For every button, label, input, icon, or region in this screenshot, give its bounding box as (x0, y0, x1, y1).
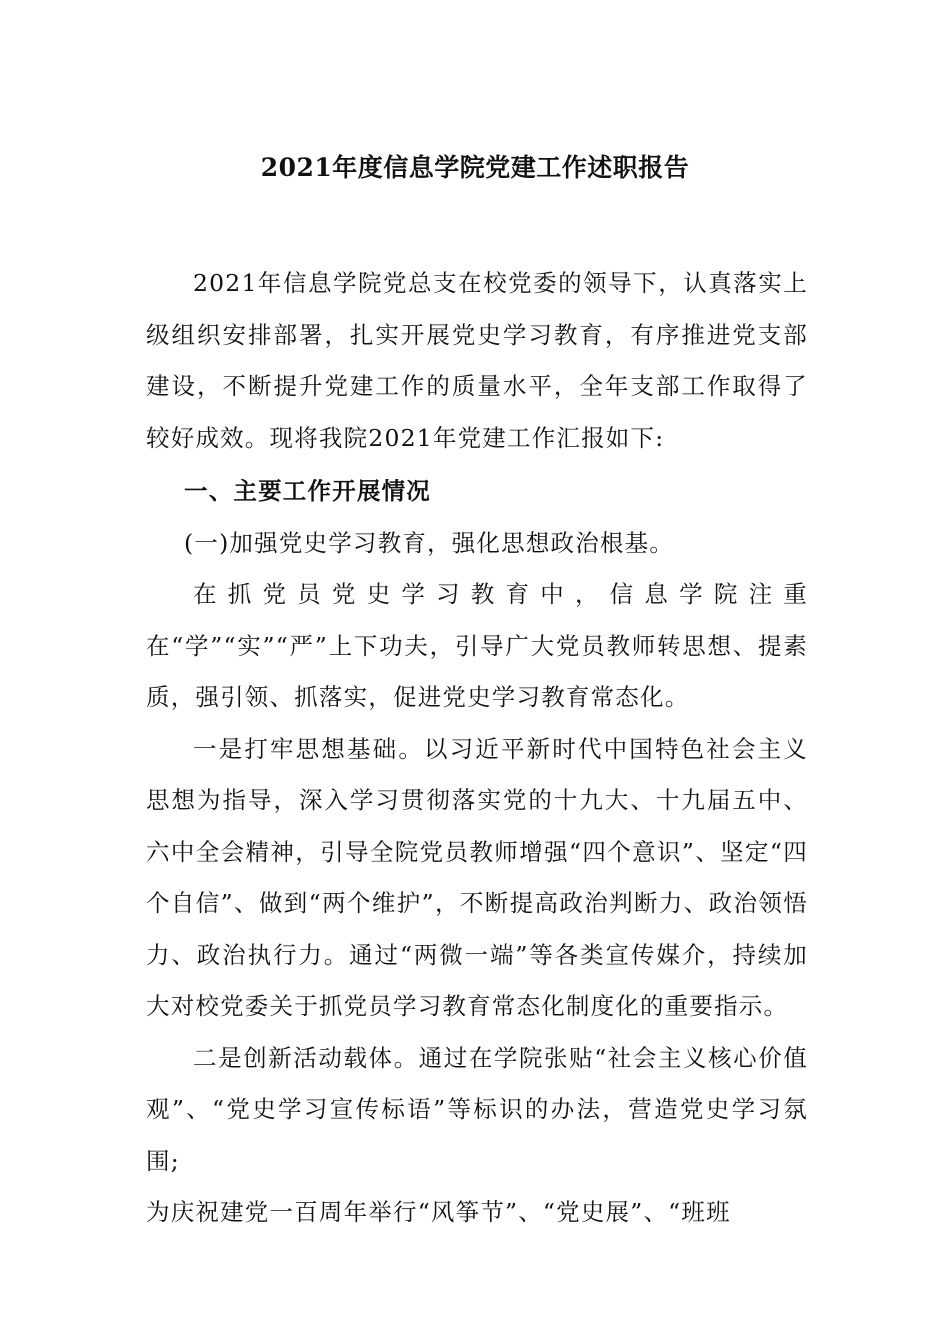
paragraph-activity-carriers: 二是创新活动载体。通过在学院张贴“社会主义核心价值观”、“党史学习宣传标语”等标识的办法，营造党史学习氛围; (146, 1043, 808, 1175)
paragraph-ideological-foundation: 一是打牢思想基础。以习近平新时代中国特色社会主义思想为指导，深入学习贯彻落实党的十九大、十九届五中、六中全会精神，引导全院党员教师增强“四个意识”、坚定“四个自信”、做到“两个维护”，不断提高政治判断力、政治领悟力、政治执行力。通过“两微一端”等各类宣传媒介，持续加大对校党委关于抓党员学习教育常态化制度化的重要指示。 (146, 734, 808, 1020)
paragraph-party-history-study: 在抓党员党史学习教育中，信息学院注重在“学”“实”“严”上下功夫，引导广大党员教师转思想、提素质，强引领、抓落实，促进党史学习教育常态化。 (146, 580, 808, 711)
paragraph-centenary-activities: 为庆祝建党一百周年举行“风筝节”、“党史展”、“班班 (146, 1198, 731, 1226)
intro-paragraph: 2021年信息学院党总支在校党委的领导下，认真落实上级组织安排部署，扎实开展党史学习教育，有序推进党支部建设，不断提升党建工作的质量水平，全年支部工作取得了较好成效。现将我院2021年党建工作汇报如下: (146, 269, 808, 452)
section-heading-1: 一、主要工作开展情况 (184, 477, 431, 505)
document-title: 2021年度信息学院党建工作述职报告 (260, 153, 690, 182)
subsection-heading-1: (一)加强党史学习教育，强化思想政治根基。 (184, 528, 675, 557)
document-body (146, 258, 808, 1239)
